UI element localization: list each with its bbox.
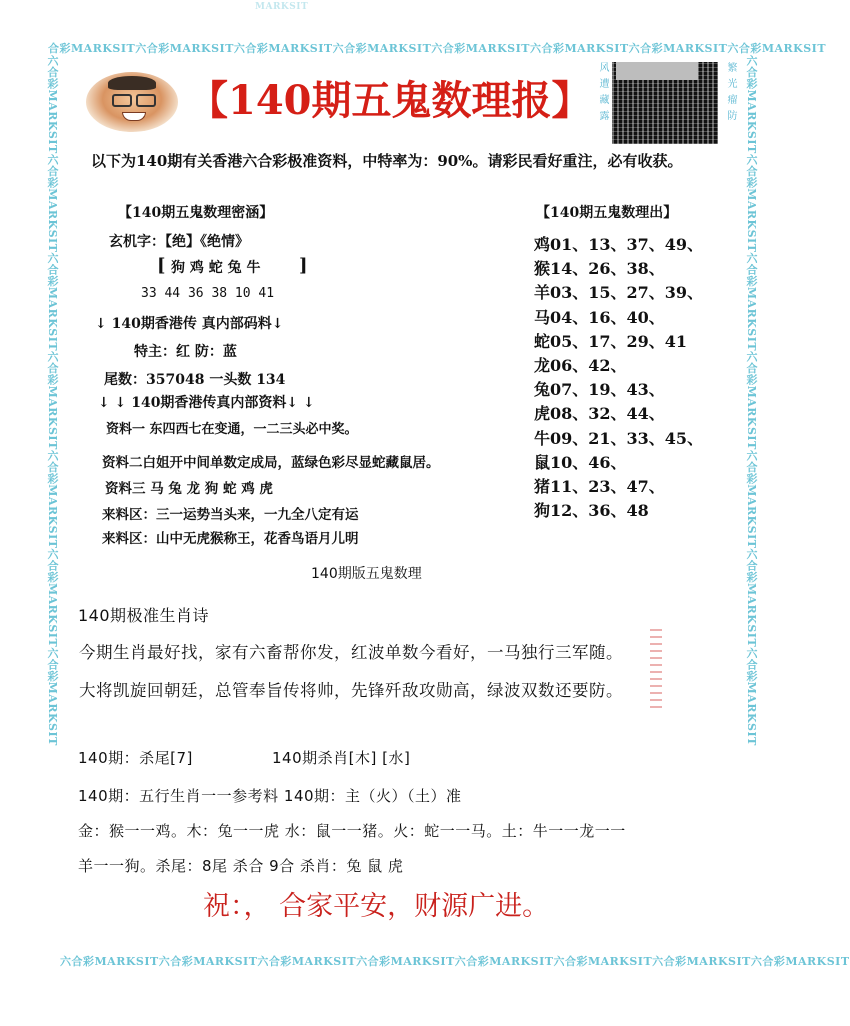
faint-watermark: MARKSIT	[255, 2, 309, 12]
elements-line-1: 金：猴一一鸡。木：兔一一虎 水：鼠一一猪。火：蛇一一马。土：牛一一龙一一	[78, 822, 626, 840]
special-line: 特主：红 防：蓝	[134, 344, 237, 360]
five-elements-line: 140期：五行生肖一一参考料 140期：主（火）（土）准	[78, 787, 462, 805]
zodiac-number-row: 牛09、21、33、45、	[534, 428, 704, 448]
poem-line-1: 今期生肖最好找，家有六畜帮你发，红波单数今看好，一马独行三军随。	[79, 643, 623, 662]
data-line-2: 资料二白姐开中间单数定成局，蓝绿色彩尽显蛇藏鼠居。	[102, 455, 440, 471]
qr-side-text-left: 风遭藏露	[597, 62, 608, 126]
data-line-1: 资料一 东四西七在变通，一二三头必中奖。	[106, 422, 358, 437]
zodiac-number-row: 虎08、32、44、	[534, 404, 665, 424]
elements-line-2: 羊一一狗。杀尾：8尾 杀合 9合 杀肖：兔 鼠 虎	[78, 857, 404, 875]
zodiac-number-row: 羊03、15、27、39、	[534, 283, 704, 303]
tail-line: 尾数：357048 一头数 134	[104, 372, 286, 388]
watermark-left: 六合彩MARKSIT六合彩MARKSIT六合彩MARKSIT六合彩MARKSIT六合彩MARKSIT六合彩MARKSIT六合彩MARKSIT	[46, 55, 59, 746]
source-line-1: 来料区：三一运势当头来，一九全八定有运	[102, 507, 359, 523]
qr-side-text-right: 繁光瘤防	[725, 62, 736, 126]
zodiac-number-row: 蛇05、17、29、41	[534, 331, 688, 351]
zodiac-number-row: 鸡01、13、37、49、	[534, 235, 704, 254]
hk-code-heading: ↓ 140期香港传 真内部码料↓	[95, 316, 284, 332]
poem-heading: 140期极准生肖诗	[78, 606, 210, 625]
data-line-3: 资料三 马 兔 龙 狗 蛇 鸡 虎	[105, 481, 273, 497]
zodiac-number-row: 狗12、36、48	[534, 501, 649, 521]
poem-line-2: 大将凯旋回朝廷，总管奉旨传将帅，先锋歼敌攻勋高，绿波双数还要防。	[79, 681, 623, 700]
blessing-text: 祝：， 合家平安，财源广进。	[203, 891, 550, 922]
zodiac-number-row: 马04、16、40、	[534, 307, 665, 327]
watermark-right: 六合彩MARKSIT六合彩MARKSIT六合彩MARKSIT六合彩MARKSIT六合彩MARKSIT六合彩MARKSIT六合彩MARKSIT	[745, 55, 758, 746]
bracket-close: ]	[299, 255, 308, 276]
red-edge-mark	[650, 628, 662, 708]
bracket-open: [	[157, 255, 166, 276]
watermark-bottom: 六合彩MARKSIT六合彩MARKSIT六合彩MARKSIT六合彩MARKSIT六合彩MARKSIT六合彩MARKSIT六合彩MARKSIT六合彩MARKSIT	[60, 955, 850, 968]
numbers-line: 33 44 36 38 10 41	[141, 286, 275, 301]
intro-text: 以下为140期有关香港六合彩极准资料，中特率为：90%。请彩民看好重注，必有收获。	[91, 152, 683, 170]
source-line-2: 来料区：山中无虎猴称王，花香鸟语月儿明	[102, 531, 359, 547]
zodiac-number-row: 猴14、26、38、	[534, 259, 665, 279]
kill-tail-line: 140期：杀尾[7]	[78, 749, 193, 767]
zodiac-text: 狗 鸡 蛇 兔 牛	[171, 260, 261, 276]
kill-zodiac-line: 140期杀肖[木] [水]	[272, 749, 411, 767]
section-heading-numbers: 【140期五鬼数理出】	[536, 205, 678, 221]
version-title: 140期版五鬼数理	[311, 566, 422, 582]
watermark-top: 合彩MARKSIT六合彩MARKSIT六合彩MARKSIT六合彩MARKSIT六合彩MARKSIT六合彩MARKSIT六合彩MARKSIT六合彩MARKSIT	[48, 42, 827, 55]
portrait-image	[86, 72, 178, 132]
redaction-bar	[616, 62, 698, 80]
zodiac-list	[157, 257, 307, 277]
zodiac-number-row: 兔07、19、43、	[534, 380, 665, 400]
zodiac-number-row: 猪11、23、47、	[534, 477, 665, 496]
zodiac-number-row: 龙06、42、	[534, 356, 627, 375]
hk-data-heading: ↓ ↓ 140期香港传真内部资料↓ ↓	[98, 395, 315, 411]
page-title: 【140期五鬼数理报】	[188, 77, 592, 124]
zodiac-number-row: 鼠10、46、	[534, 452, 627, 472]
section-heading-secret: 【140期五鬼数理密涵】	[118, 205, 274, 221]
riddle-line: 玄机字：【绝】《绝情》	[109, 234, 249, 250]
